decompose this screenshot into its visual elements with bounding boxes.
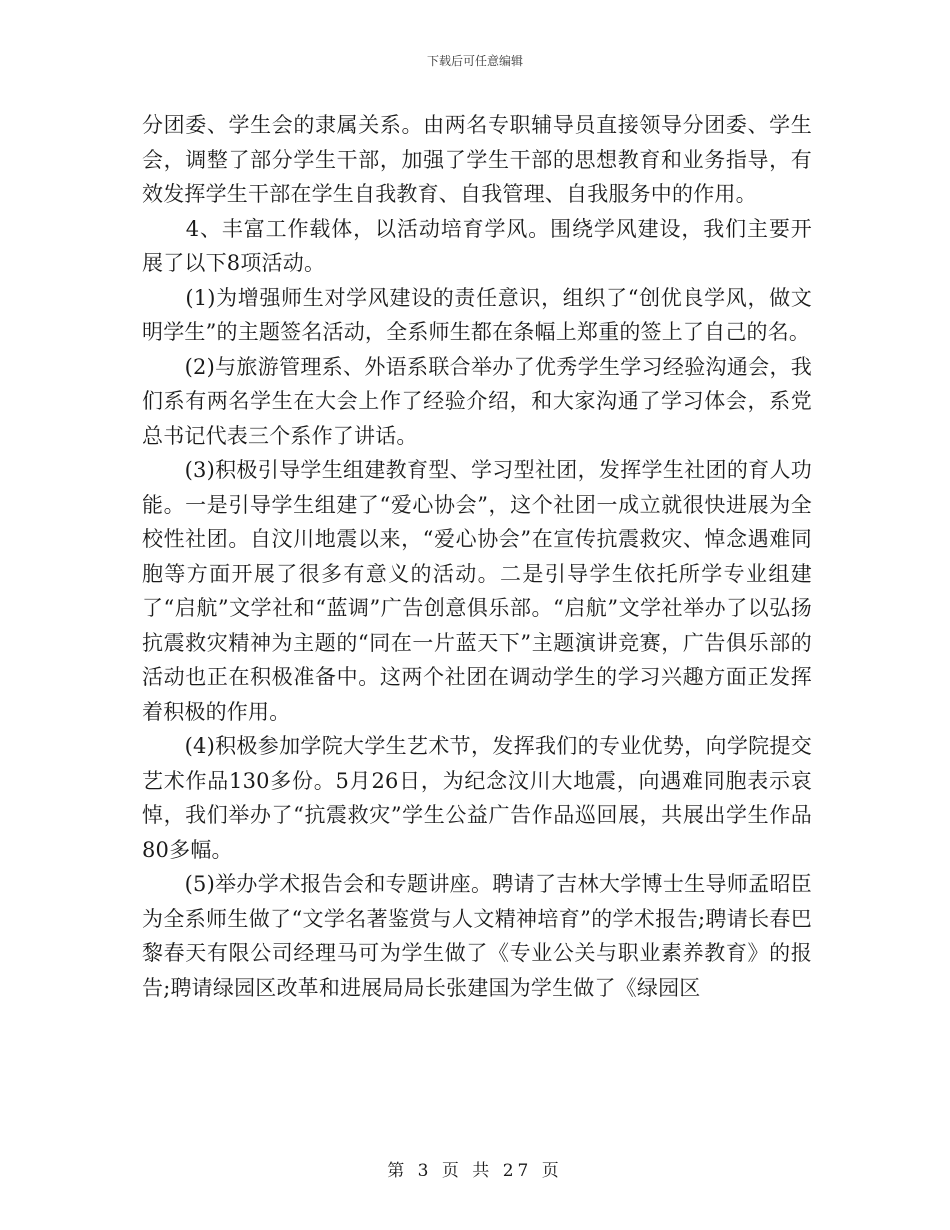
paragraph: (4)积极参加学院大学生艺术节，发挥我们的专业优势，向学院提交艺术作品130多份。5月26日，为纪念汶川大地震，向遇难同胞表示哀悼，我们举办了“抗震救灾”学生公益广告作品巡回展，共展出学生作品80多幅。 (142, 734, 812, 862)
document-body (142, 108, 812, 1005)
paragraph: (3)积极引导学生组建教育型、学习型社团，发挥学生社团的育人功能。一是引导学生组建了“爱心协会”，这个社团一成立就很快进展为全校性社团。自汶川地震以来，“爱心协会”在宣传抗震救灾、悼念遇难同胞等方面开展了很多有意义的活动。二是引导学生依托所学专业组建了“启航”文学社和“蓝调”广告创意俱乐部。“启航”文学社举办了以弘扬抗震救灾精神为主题的“同在一片蓝天下”主题演讲竞赛，广告俱乐部的活动也正在积极准备中。这两个社团在调动学生的学习兴趣方面正发挥着积极的作用。 (142, 458, 812, 724)
paragraph: (1)为增强师生对学风建设的责任意识，组织了“创优良学风，做文明学生”的主题签名活动，全系师生都在条幅上郑重的签上了自己的名。 (142, 285, 812, 344)
paragraph: 4、丰富工作载体，以活动培育学风。围绕学风建设，我们主要开展了以下8项活动。 (142, 216, 812, 275)
paragraph: 分团委、学生会的隶属关系。由两名专职辅导员直接领导分团委、学生会，调整了部分学生干部，加强了学生干部的思想教育和业务指导，有效发挥学生干部在学生自我教育、自我管理、自我服务中的作用。 (142, 113, 812, 206)
page-header-note: 下载后可任意编辑 (426, 54, 523, 68)
paragraph: (2)与旅游管理系、外语系联合举办了优秀学生学习经验沟通会，我们系有两名学生在大会上作了经验介绍，和大家沟通了学习体会，系党总书记代表三个系作了讲话。 (142, 354, 812, 448)
page-number-footer: 第 3 页 共 27 页 (387, 1161, 563, 1181)
paragraph: (5)举办学术报告会和专题讲座。聘请了吉林大学博士生导师孟昭臣为全系师生做了“文学名著鉴赏与人文精神培育”的学术报告;聘请长春巴黎春天有限公司经理马可为学生做了《专业公关与职业素养教育》的报告;聘请绿园区改革和进展局局长张建国为学生做了《绿园区 (142, 872, 812, 1000)
